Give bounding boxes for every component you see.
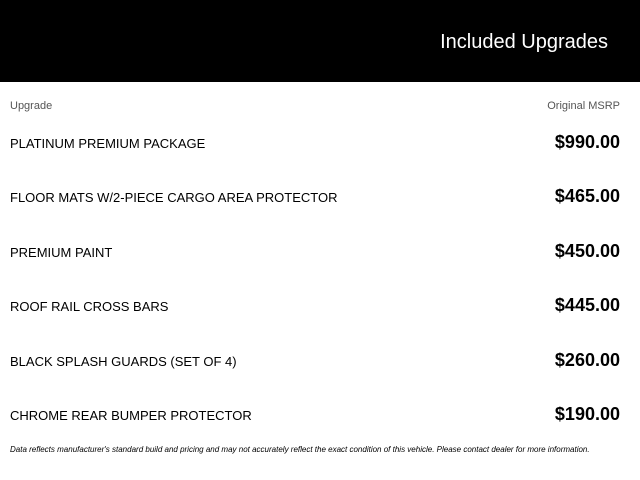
- upgrade-price: $260.00: [554, 349, 620, 370]
- upgrade-price: $450.00: [554, 240, 620, 261]
- list-item: [0, 170, 640, 224]
- upgrade-name: FLOOR MATS W/2-PIECE CARGO AREA PROTECTOR: [10, 190, 338, 206]
- page-title: Included Upgrades: [440, 31, 608, 53]
- upgrade-name: PREMIUM PAINT: [10, 244, 113, 260]
- list-item: [0, 334, 640, 388]
- upgrade-price: $465.00: [554, 186, 620, 207]
- upgrade-price: $190.00: [554, 403, 620, 424]
- upgrade-name: PLATINUM PREMIUM PACKAGE: [10, 136, 206, 151]
- upgrade-name: ROOF RAIL CROSS BARS: [10, 299, 169, 315]
- disclaimer-text: Data reflects manufacturer's standard build and pricing and may not accurately reflect the exact condition of this vehicle. Please contact dealer for more information.: [10, 445, 590, 454]
- upgrade-column-header: Upgrade: [10, 100, 53, 112]
- list-item: [0, 279, 640, 333]
- list-item: [0, 388, 640, 442]
- list-item: [0, 225, 640, 279]
- upgrade-name: CHROME REAR BUMPER PROTECTOR: [10, 407, 252, 423]
- upgrade-price: $990.00: [554, 132, 620, 152]
- upgrade-name: BLACK SPLASH GUARDS (SET OF 4): [10, 353, 237, 369]
- header-bar: [0, 0, 640, 82]
- upgrades-list: [0, 116, 640, 442]
- msrp-column-header: Original MSRP: [547, 100, 620, 112]
- upgrade-price: $445.00: [554, 295, 620, 316]
- list-item: [0, 116, 640, 170]
